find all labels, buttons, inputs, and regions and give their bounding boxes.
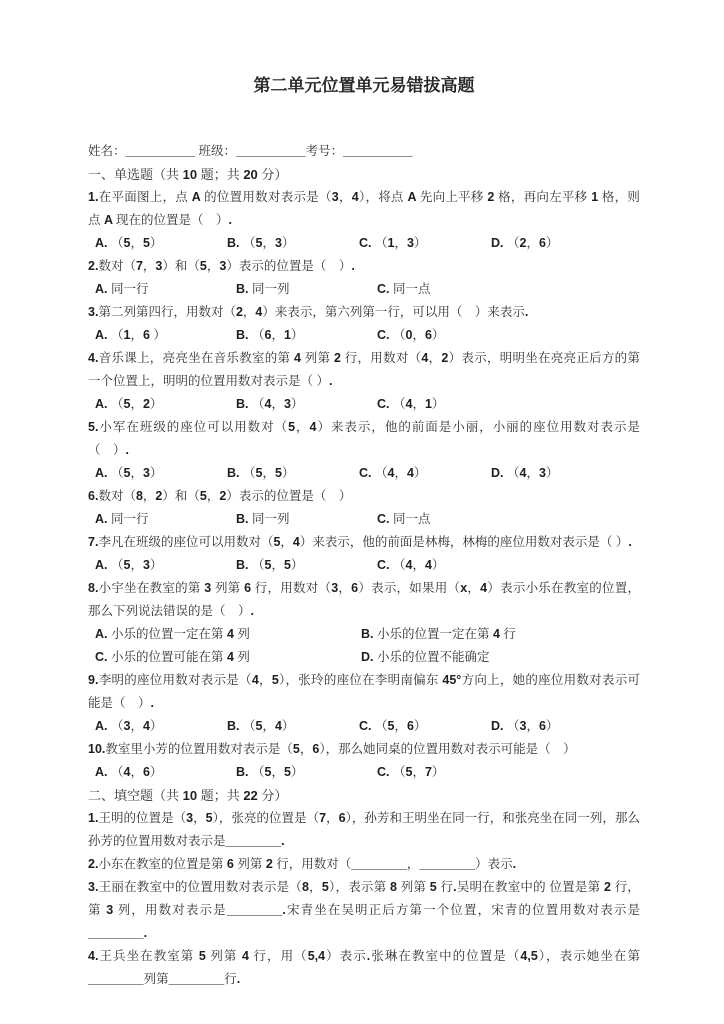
option: B. 同一列 [236,282,290,296]
option: D. 小乐的位置不能确定 [361,650,490,664]
option-row [88,393,640,416]
question-text: 4.音乐课上，亮亮坐在音乐教室的第 4 列第 2 行，用数对（4，2）表示，明明坐在亮亮正后方的第一个位置上，明明的位置用数对表示是（ ）. [88,351,640,388]
option-row [88,232,640,255]
option: A. 小乐的位置一定在第 4 列 [95,627,250,641]
question-text: 1.王明的位置是（3，5），张亮的位置是（7，6），孙芳和王明坐在同一行，和张亮坐在同一列，那么孙芳的位置用数对表示是________. [88,811,640,848]
option-row [88,646,640,669]
question-text: 10.教室里小芳的位置用数对表示是（5，6），那么她同桌的位置用数对表示可能是（ ） [88,742,576,756]
option: B. （4，3） [236,397,304,411]
option: A. （5，3） [95,466,163,480]
option: C. （4，4） [377,558,445,572]
option: A. （5，2） [95,397,163,411]
option: B. （5，5） [236,765,304,779]
option: B. （5，5） [227,466,295,480]
option: C. 同一点 [377,512,431,526]
question-text: 7.李凡在班级的座位可以用数对（5，4）来表示，他的前面是林梅，林梅的座位用数对表示是（ ）. [88,535,632,549]
section-heading: 一、单选题（共 10 题；共 20 分） [88,167,288,182]
option-row [88,324,640,347]
question-text: 3.王丽在教室中的位置用数对表示是（8，5），表示第 8 列第 5 行.吴明在教室中的 位置是第 2 行，第 3 列，用数对表示是________.宋青坐在吴明正后方第一个位置，宋青的位置用数对表示是 ________. [88,880,640,940]
option: C. （1，3） [359,236,427,250]
option-row [88,462,640,485]
question-text: 3.第二列第四行，用数对（2，4）来表示，第六列第一行，可以用（ ）来表示. [88,305,529,319]
option: C. （4，4） [359,466,427,480]
option: B. （6，1） [236,328,304,342]
question-text: 2.小东在教室的位置是第 6 列第 2 行，用数对（________，________）表示. [88,857,517,871]
option: D. （2，6） [491,236,559,250]
option-row [88,715,640,738]
question-text: 8.小宇坐在教室的第 3 列第 6 行，用数对（3，6）表示，如果用（x，4）表示小乐在教室的位置，那么下列说法错误的是（ ）. [88,581,640,618]
question-text: 6.数对（8，2）和（5，2）表示的位置是（ ） [88,489,352,503]
option: C. （0，6） [377,328,445,342]
question-text: 1.在平面图上，点 A 的位置用数对表示是（3，4），将点 A 先向上平移 2 格，再向左平移 1 格，则点 A 现在的位置是（ ）. [88,190,640,227]
option-row [88,623,640,646]
option: B. 小乐的位置一定在第 4 行 [361,627,516,641]
option: A. 同一行 [95,512,149,526]
option: A. （5，5） [95,236,163,250]
option: B. （5，5） [236,558,304,572]
option: A. 同一行 [95,282,149,296]
option: C. 同一点 [377,282,431,296]
option-row [88,278,640,301]
student-info-line: 姓名：__________ 班级：__________考号：__________ [88,144,413,158]
option: D. （4，3） [491,466,559,480]
option-row [88,554,640,577]
option: A. （5，3） [95,558,163,572]
page-content [88,0,640,991]
option-row [88,508,640,531]
page-title: 第二单元位置单元易错拔高题 [253,76,475,95]
question-text: 2.数对（7，3）和（5，3）表示的位置是（ ）. [88,259,355,273]
option: B. 同一列 [236,512,290,526]
option: C. （5，7） [377,765,445,779]
option: A. （3，4） [95,719,163,733]
option: D. （3，6） [491,719,559,733]
option-row [88,761,640,784]
option: B. （5，3） [227,236,295,250]
option: A. （1，6 ） [95,328,166,342]
option: C. 小乐的位置可能在第 4 列 [95,650,250,664]
question-text: 4.王兵坐在教室第 5 列第 4 行，用（5,4）表示.张琳在教室中的位置是（4,5），表示她坐在第________列第________行. [88,949,640,986]
option: C. （4，1） [377,397,445,411]
section-heading: 二、填空题（共 10 题；共 22 分） [88,788,288,803]
question-sections [88,163,640,991]
question-text: 5.小军在班级的座位可以用数对（5，4）来表示，他的前面是小丽，小丽的座位用数对表示是（ ）. [88,420,640,457]
option: B. （5，4） [227,719,295,733]
option: C. （5，6） [359,719,427,733]
question-text: 9.李明的座位用数对表示是（4，5），张玲的座位在李明南偏东 45°方向上，她的座位用数对表示可能是（ ）. [88,673,640,710]
option: A. （4，6） [95,765,163,779]
